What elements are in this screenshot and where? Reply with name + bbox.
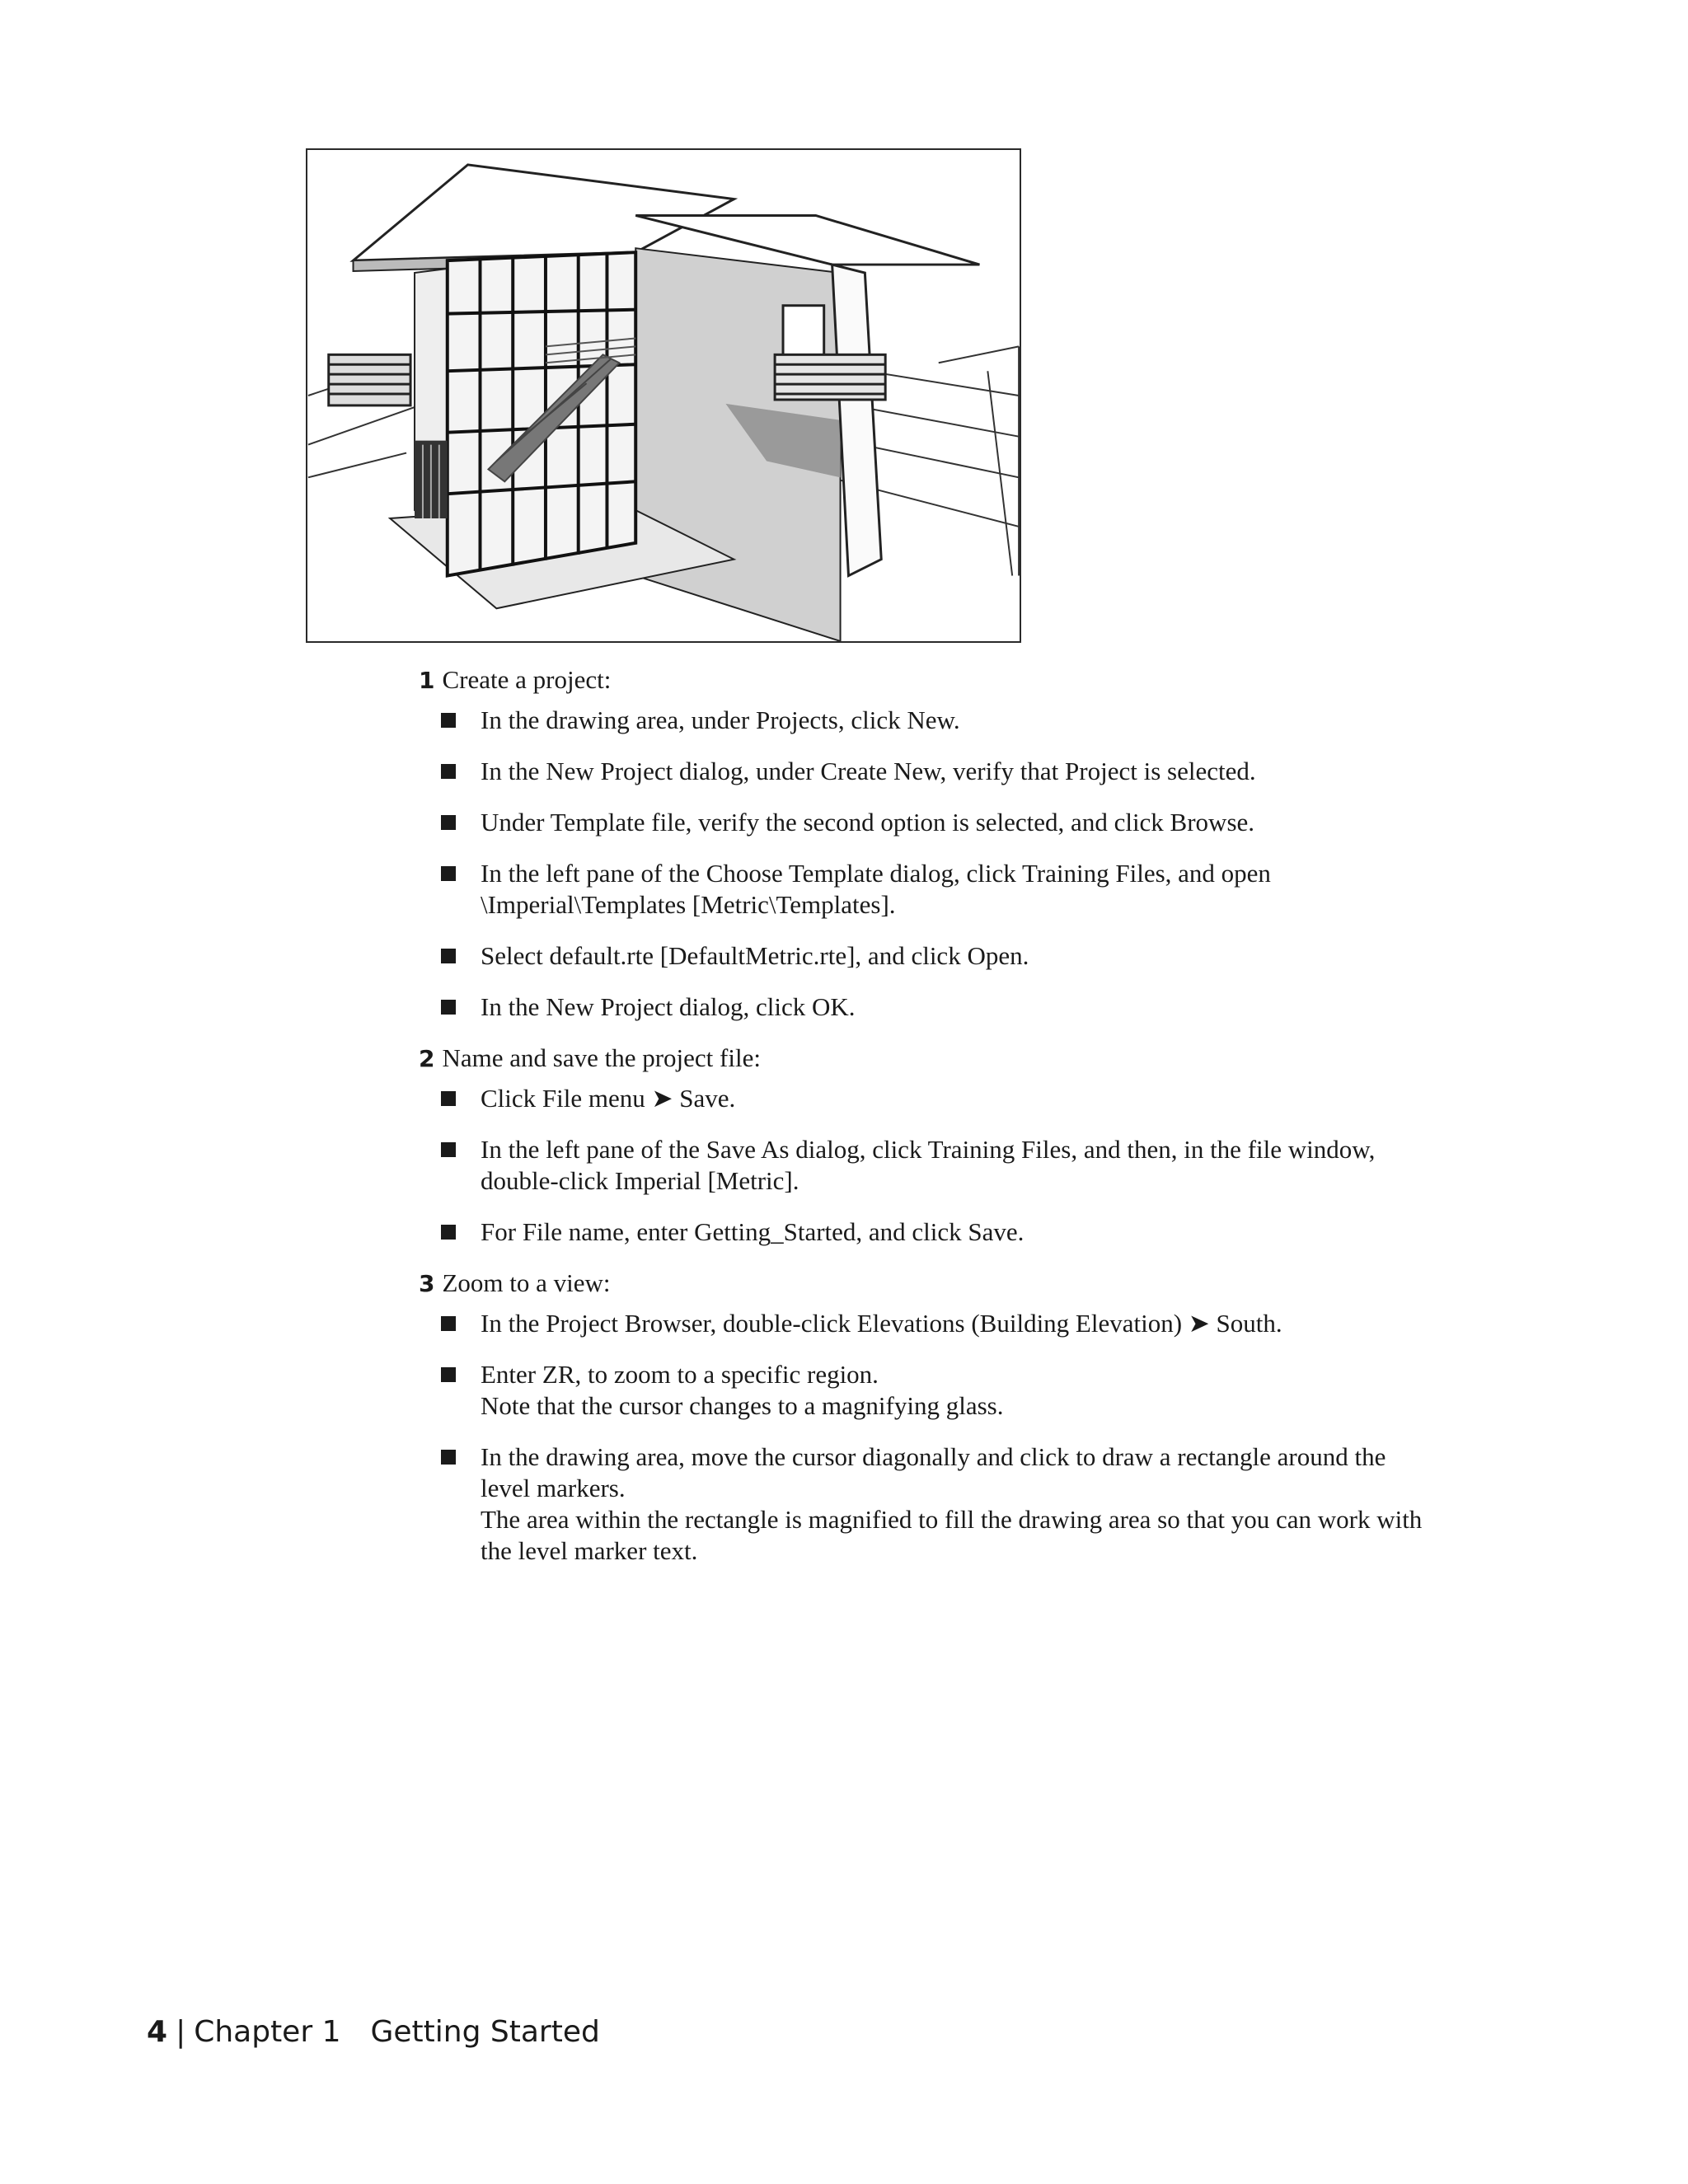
bullet-text: In the drawing area, under Projects, click New.: [481, 705, 960, 734]
square-bullet-icon: [441, 1450, 456, 1465]
list-item: [419, 1216, 1523, 1248]
bullet-text: \Imperial\Templates [Metric\Templates].: [481, 890, 896, 919]
list-item: [419, 858, 1523, 921]
bullet-text: double-click Imperial [Metric].: [481, 1166, 799, 1195]
list-item: [419, 991, 1523, 1023]
square-bullet-icon: [441, 815, 456, 830]
bullet-text: In the New Project dialog, click OK.: [481, 992, 856, 1021]
square-bullet-icon: [441, 949, 456, 963]
square-bullet-icon: [441, 866, 456, 881]
step-title: Create a project:: [442, 665, 612, 694]
step-heading: [419, 1268, 1523, 1300]
page-footer: [147, 2015, 600, 2049]
bullet-text: the level marker text.: [481, 1536, 698, 1565]
bullet-list: [419, 1083, 1523, 1248]
bullet-list: [419, 1308, 1523, 1567]
bullet-text: In the New Project dialog, under Create New, verify that Project is selected.: [481, 757, 1256, 785]
chapter-title: Getting Started: [370, 2015, 600, 2049]
step-2: [419, 1043, 1523, 1248]
bullet-text: For File name, enter Getting_Started, and click Save.: [481, 1217, 1025, 1246]
square-bullet-icon: [441, 764, 456, 779]
square-bullet-icon: [441, 1225, 456, 1240]
building-rendering-figure: [306, 148, 1021, 643]
step-number: 3: [419, 1270, 435, 1297]
bullet-text: Under Template file, verify the second option is selected, and click Browse.: [481, 808, 1255, 837]
bullet-text: In the left pane of the Choose Template dialog, click Training Files, and open: [481, 859, 1271, 888]
step-1: [419, 664, 1523, 1023]
bullet-text: In the Project Browser, double-click Elevations (Building Elevation) ➤ South.: [481, 1309, 1282, 1338]
procedure-steps: [419, 664, 1523, 1586]
step-number: 1: [419, 667, 435, 694]
list-item: [419, 1359, 1523, 1422]
list-item: [419, 940, 1523, 972]
square-bullet-icon: [441, 1000, 456, 1015]
list-item: [419, 1083, 1523, 1114]
bullet-text: In the drawing area, move the cursor diagonally and click to draw a rectangle around the: [481, 1442, 1386, 1471]
bullet-text: level markers.: [481, 1474, 626, 1502]
list-item: [419, 1308, 1523, 1339]
step-title: Name and save the project file:: [442, 1043, 761, 1072]
footer-separator: |: [176, 2015, 186, 2049]
list-item: [419, 756, 1523, 787]
step-heading: [419, 1043, 1523, 1075]
list-item: [419, 1441, 1523, 1567]
square-bullet-icon: [441, 1091, 456, 1106]
step-number: 2: [419, 1045, 435, 1072]
page-number: 4: [147, 2015, 168, 2049]
bullet-text: Select default.rte [DefaultMetric.rte], and click Open.: [481, 941, 1029, 970]
bullet-text: Click File menu ➤ Save.: [481, 1084, 736, 1113]
list-item: [419, 705, 1523, 736]
square-bullet-icon: [441, 1142, 456, 1157]
bullet-text: Note that the cursor changes to a magnifying glass.: [481, 1391, 1004, 1420]
bullet-list: [419, 705, 1523, 1023]
building-rendering-image: [307, 150, 1020, 641]
square-bullet-icon: [441, 1367, 456, 1382]
bullet-text: The area within the rectangle is magnified to fill the drawing area so that you can work with: [481, 1505, 1423, 1534]
chapter-label: Chapter 1: [194, 2015, 341, 2049]
step-title: Zoom to a view:: [442, 1268, 611, 1297]
bullet-text: In the left pane of the Save As dialog, click Training Files, and then, in the file window,: [481, 1135, 1376, 1164]
step-heading: [419, 664, 1523, 696]
square-bullet-icon: [441, 713, 456, 728]
list-item: [419, 807, 1523, 838]
list-item: [419, 1134, 1523, 1197]
step-3: [419, 1268, 1523, 1567]
bullet-text: Enter ZR, to zoom to a specific region.: [481, 1360, 879, 1389]
square-bullet-icon: [441, 1316, 456, 1331]
